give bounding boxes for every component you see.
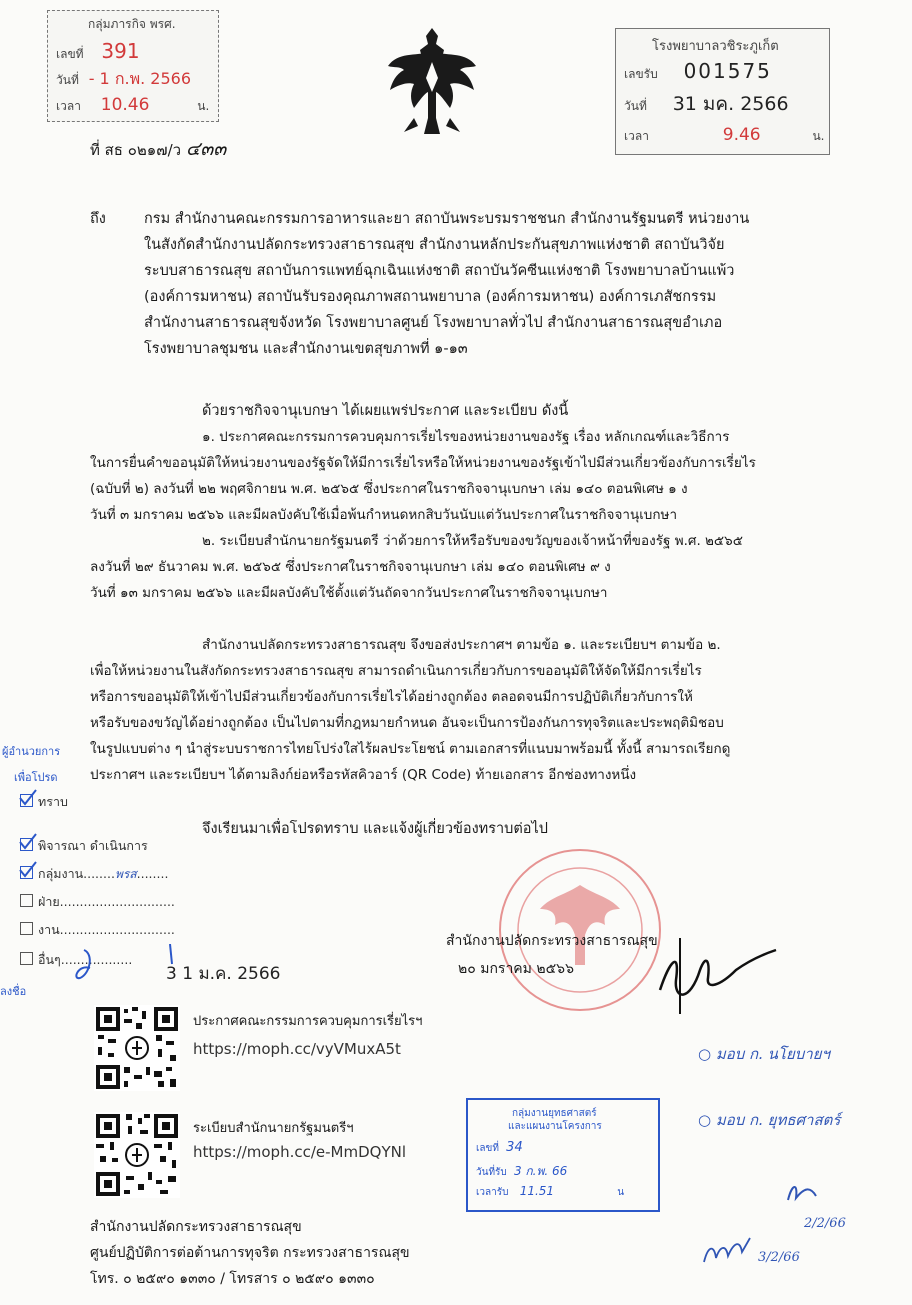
body-line: สำนักงานปลัดกระทรวงสาธารณสุข จึงขอส่งประกาศฯ ตามข้อ ๑. และระเบียบฯ ตามข้อ ๒. bbox=[202, 637, 721, 653]
receipt-stamp-right bbox=[615, 28, 830, 155]
stamp-no-label: เลขที่ bbox=[56, 47, 84, 61]
garuda-emblem-icon bbox=[384, 22, 480, 140]
body-line: (ฉบับที่ ๒) ลงวันที่ ๒๒ พฤศจิกายน พ.ศ. ๒๕๖๕ ซึ่งประกาศในราชกิจจานุเบกษา เล่ม ๑๔๐ ตอนพิเศษ ๑ ง bbox=[90, 481, 688, 497]
handwritten-sign-icon bbox=[700, 1232, 760, 1272]
stamp-header: โรงพยาบาลวชิระภูเก็ต bbox=[652, 39, 779, 54]
routing-item-label: ฝ่าย bbox=[38, 894, 60, 909]
body-closing: จึงเรียนมาเพื่อโปรดทราบ และแจ้งผู้เกี่ยวข้องทราบต่อไป bbox=[202, 821, 548, 837]
handnote-date-2: 3/2/66 bbox=[758, 1250, 800, 1265]
stamp-time-value: 10.46 bbox=[100, 95, 150, 115]
to-recipients bbox=[144, 206, 749, 362]
handnote-assign-2 bbox=[698, 1108, 840, 1132]
footer-center: ศูนย์ปฏิบัติการต่อต้านการทุจริต กระทรวงสาธารณสุข bbox=[90, 1245, 410, 1261]
handwritten-initial-icon bbox=[782, 1178, 822, 1208]
document-number-text: ที่ สธ ๐๒๑๗/ว bbox=[90, 141, 182, 159]
routing-heading: เพื่อโปรด bbox=[14, 771, 58, 784]
routing-sign-label: ลงชื่อ bbox=[0, 985, 27, 998]
circle-bullet-icon: ○ bbox=[698, 1111, 712, 1129]
dept-stamp-no-label: เลขที่ bbox=[476, 1143, 499, 1154]
body-line: ๒. ระเบียบสำนักนายกรัฐมนตรี ว่าด้วยการให้หรือรับของขวัญของเจ้าหน้าที่ของรัฐ พ.ศ. ๒๕๖๕ bbox=[202, 533, 743, 549]
routing-item-label: งาน bbox=[38, 922, 60, 937]
stamp-date-value: - 1 ก.พ. 2566 bbox=[88, 69, 192, 88]
body-line: เพื่อให้หน่วยงานในสังกัดกระทรวงสาธารณสุข สามารถดำเนินการเกี่ยวกับการขออนุมัติให้จัดให้มีการเรี่ยไร bbox=[90, 663, 702, 679]
checkbox-icon bbox=[20, 952, 33, 965]
stamp-no-label: เลขรับ bbox=[624, 67, 658, 81]
to-label: ถึง bbox=[90, 211, 106, 227]
qr-url[interactable]: https://moph.cc/vyVMuxA5t bbox=[193, 1040, 401, 1058]
routing-item-label: กลุ่มงาน bbox=[38, 866, 84, 881]
stamp-time-label: เวลา bbox=[624, 129, 649, 143]
to-line: สำนักงานสาธารณสุขจังหวัด โรงพยาบาลศูนย์ โรงพยาบาลทั่วไป สำนักงานสาธารณสุขอำเภอ bbox=[144, 315, 723, 331]
qr-title: ประกาศคณะกรรมการควบคุมการเรี่ยไรฯ bbox=[193, 1014, 423, 1029]
signature-icon bbox=[640, 930, 780, 1020]
to-line: ในสังกัดสำนักงานปลัดกระทรวงสาธารณสุข สำนักงานหลักประกันสุขภาพแห่งชาติ สถาบันวิจัย bbox=[144, 237, 725, 253]
to-line: ระบบสาธารณสุข สถาบันการแพทย์ฉุกเฉินแห่งชาติ สถาบันวัคซีนแห่งชาติ โรงพยาบาลบ้านแพ้ว bbox=[144, 263, 735, 279]
routing-stamp-date: 3 1 ม.ค. 2566 bbox=[166, 964, 281, 984]
document-number-handwritten: ๔๓๓ bbox=[185, 138, 227, 160]
stamp-time-unit: น. bbox=[197, 99, 210, 113]
footer-office: สำนักงานปลัดกระทรวงสาธารณสุข bbox=[90, 1219, 302, 1235]
to-line: โรงพยาบาลชุมชน และสำนักงานเขตสุขภาพที่ ๑-๑๓ bbox=[144, 341, 468, 357]
dept-stamp-line2: และแผนงานโครงการ bbox=[508, 1121, 602, 1132]
body-intro: ด้วยราชกิจจานุเบกษา ได้เผยแพร่ประกาศ และระเบียบ ดังนี้ bbox=[202, 403, 569, 419]
stamp-date-value: 31 มค. 2566 bbox=[672, 93, 789, 115]
routing-item-unit: งาน............................. bbox=[20, 920, 175, 940]
circle-bullet-icon: ○ bbox=[698, 1045, 712, 1063]
routing-item-division: ฝ่าย............................. bbox=[20, 892, 175, 912]
to-line: กรม สำนักงานคณะกรรมการอาหารและยา สถาบันพระบรมราชชนก สำนักงานรัฐมนตรี หน่วยงาน bbox=[144, 211, 750, 227]
dept-stamp-no-value: 34 bbox=[506, 1140, 523, 1155]
qr-code-icon bbox=[94, 1112, 180, 1198]
handnote-date-1: 2/2/66 bbox=[804, 1216, 846, 1231]
routing-item-group: กลุ่มงาน........พรส........ bbox=[20, 864, 168, 884]
qr-url[interactable]: https://moph.cc/e-MmDQYNl bbox=[193, 1143, 407, 1161]
routing-item-hand: พรส bbox=[114, 867, 137, 881]
document-number bbox=[90, 136, 226, 163]
dept-stamp-time-value: 11.51 bbox=[519, 1184, 555, 1198]
handnote-text: มอบ ก. นโยบายฯ bbox=[715, 1045, 830, 1063]
routing-item-label: อื่นๆ bbox=[38, 952, 61, 967]
body-line: ๑. ประกาศคณะกรรมการควบคุมการเรี่ยไรของหน่วยงานของรัฐ เรื่อง หลักเกณฑ์และวิธีการ bbox=[202, 429, 730, 445]
stamp-date-label: วันที่ bbox=[624, 99, 647, 113]
dept-receipt-stamp bbox=[466, 1098, 660, 1212]
routing-top-partial: ผู้อำนวยการ bbox=[2, 745, 61, 758]
body-line: หรือรับของขวัญได้อย่างถูกต้อง เป็นไปตามที่กฎหมายกำหนด อันจะเป็นการป้องกันการทุจริตและประพฤติมิชอบ bbox=[90, 715, 724, 731]
receipt-stamp-left bbox=[47, 10, 219, 122]
body-line: ประกาศฯ และระเบียบฯ ได้ตามลิงก์ย่อหรือรหัสคิวอาร์ (QR Code) ท้ายเอกสาร อีกช่องทางหนึ่ง bbox=[90, 767, 637, 783]
to-line: (องค์การมหาชน) สถาบันรับรองคุณภาพสถานพยาบาล (องค์การมหาชน) องค์การเภสัชกรรม bbox=[144, 289, 717, 305]
body-item1 bbox=[90, 424, 756, 528]
qr-code-icon bbox=[94, 1005, 180, 1091]
routing-item-label: พิจารณา ดำเนินการ bbox=[38, 838, 148, 853]
routing-item-other: อื่นๆ.................. bbox=[20, 950, 132, 970]
routing-item-label: ทราบ bbox=[38, 794, 68, 809]
body-item2 bbox=[90, 528, 743, 606]
stamp-time-value: 9.46 bbox=[722, 125, 761, 145]
handwritten-mark-icon bbox=[60, 944, 180, 1004]
checkmarks-icon bbox=[18, 786, 38, 896]
stamp-no-value: 001575 bbox=[683, 59, 772, 83]
body-line: ในการยื่นคำขออนุมัติให้หน่วยงานของรัฐจัดให้มีการเรี่ยไรหรือให้หน่วยงานของรัฐเข้าไปมีส่วนเกี่ยวข้องกับการเรี่ยไร bbox=[90, 455, 756, 471]
dept-stamp-date-label: วันที่รับ bbox=[476, 1167, 507, 1178]
body-line: หรือการขออนุมัติให้เข้าไปมีส่วนเกี่ยวข้องกับการเรี่ยไรได้อย่างถูกต้อง ตลอดจนมีการปฏิบัติเกี่ยวกับการให้ bbox=[90, 689, 693, 705]
stamp-time-unit: น. bbox=[812, 129, 825, 143]
routing-stamp bbox=[0, 742, 300, 1032]
stamp-date-label: วันที่ bbox=[56, 73, 79, 87]
body-line: ในรูปแบบต่าง ๆ นำสู่ระบบราชการไทยโปร่งใสไร้ผลประโยชน์ ตามเอกสารที่แนบมาพร้อมนี้ ทั้งนี้ สามารถเรียกดู bbox=[90, 741, 731, 757]
dept-stamp-time-unit: น bbox=[617, 1187, 625, 1198]
stamp-time-label: เวลา bbox=[56, 99, 81, 113]
signature-office: สำนักงานปลัดกระทรวงสาธารณสุข bbox=[446, 933, 658, 949]
body-line: วันที่ ๑๓ มกราคม ๒๕๖๖ และมีผลบังคับใช้ตั้งแต่วันถัดจากวันประกาศในราชกิจจานุเบกษา bbox=[90, 585, 608, 601]
handnote-assign-1 bbox=[698, 1042, 830, 1066]
stamp-no-value: 391 bbox=[101, 39, 140, 63]
footer bbox=[90, 1214, 410, 1292]
stamp-header: กลุ่มภารกิจ พรศ. bbox=[88, 17, 176, 31]
footer-phone: โทร. ๐ ๒๕๙๐ ๑๓๓๐ / โทรสาร ๐ ๒๕๙๐ ๑๓๓๐ bbox=[90, 1271, 375, 1287]
dept-stamp-date-value: 3 ก.พ. 66 bbox=[513, 1164, 568, 1178]
signature-date: ๒๐ มกราคม ๒๕๖๖ bbox=[458, 961, 574, 977]
handnote-text: มอบ ก. ยุทธศาสตร์ bbox=[715, 1111, 841, 1129]
body-line: ลงวันที่ ๒๙ ธันวาคม พ.ศ. ๒๕๖๕ ซึ่งประกาศในราชกิจจานุเบกษา เล่ม ๑๔๐ ตอนพิเศษ ๙ ง bbox=[90, 559, 611, 575]
routing-item-consider bbox=[20, 836, 148, 856]
dept-stamp-line1: กลุ่มงานยุทธศาสตร์ bbox=[512, 1108, 597, 1119]
dept-stamp-time-label: เวลารับ bbox=[476, 1187, 509, 1198]
qr-title: ระเบียบสำนักนายกรัฐมนตรีฯ bbox=[193, 1121, 354, 1136]
body-line: วันที่ ๓ มกราคม ๒๕๖๖ และมีผลบังคับใช้เมื่อพ้นกำหนดหกสิบวันนับแต่วันประกาศในราชกิจจานุเบกษา bbox=[90, 507, 678, 523]
checkbox-icon bbox=[20, 922, 33, 935]
